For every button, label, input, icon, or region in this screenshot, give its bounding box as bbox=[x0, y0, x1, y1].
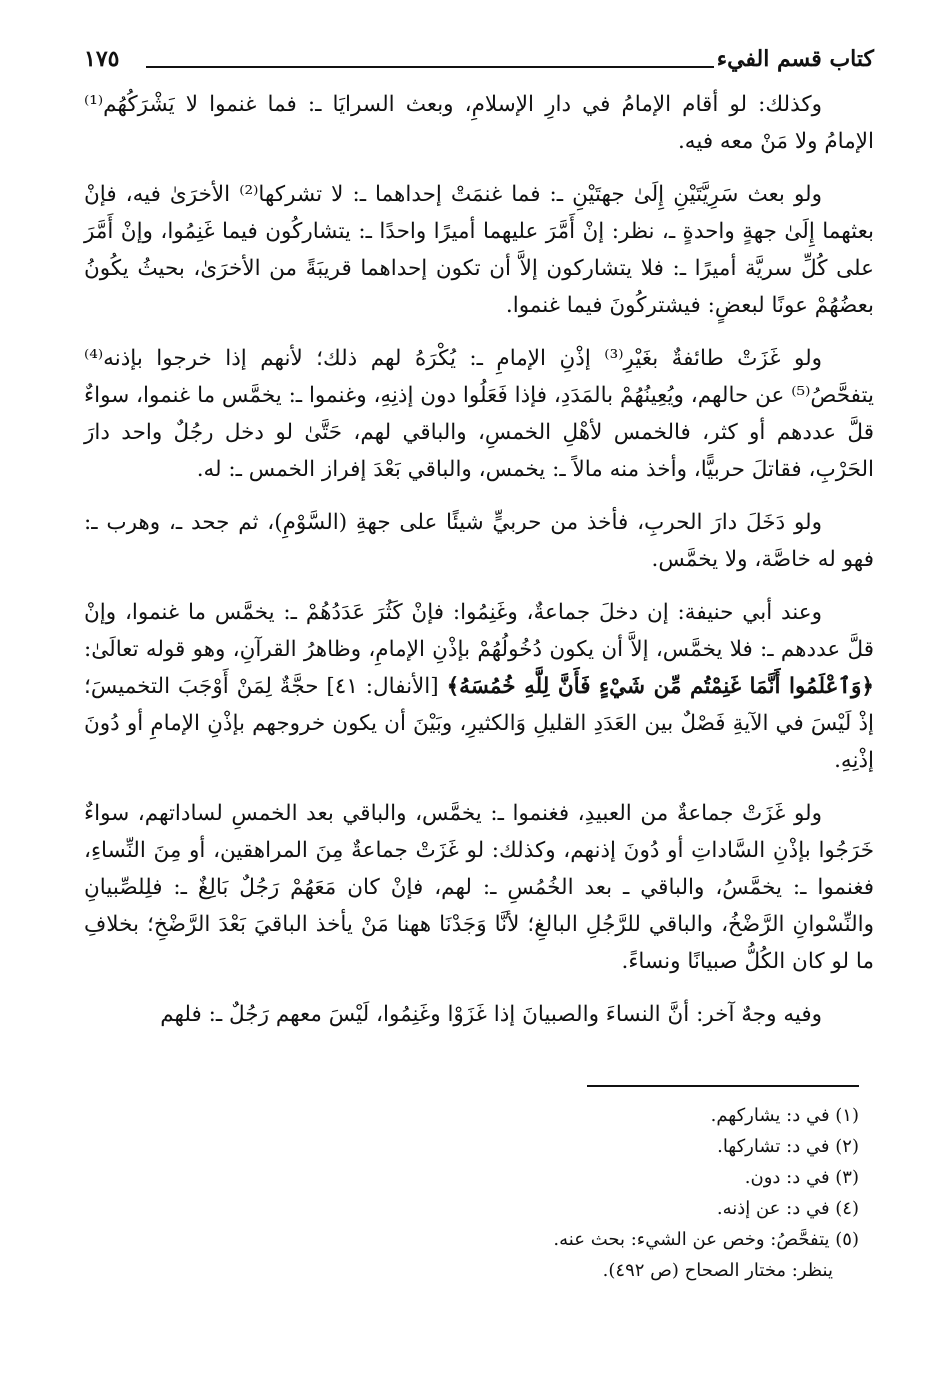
paragraph: ولو غَزَتْ جماعةٌ من العبيدِ، فغنموا ـ: يخمَّس، والباقي بعد الخمسِ لساداتهم، سواءٌ خَرَجُوا بإذْنِ السَّاداتِ أو دُونَ إذنهم، وكذلك: لو غَزَتْ جماعةٌ مِنَ المراهقين، أو مِنَ النِّساءِ، فغنموا ـ: يخمَّسُ، والباقي ـ بعد الخُمُسِ ـ: لهم، فإنْ كان مَعَهُمْ رَجُلٌ بَالِغٌ ـ: فلِلصِّبيانِ والنِّسْوانِ الرَّضْخُ، والباقي للرَّجُلِ البالغِ؛ لأنَّا وَجَدْنَا ههنا مَنْ يأخذ الباقيَ بَعْدَ الرَّضْخِ؛ بخلافِ ما لو كان الكُلُّ صبيانًا ونساءً. bbox=[84, 801, 874, 974]
footnote-divider bbox=[587, 1085, 859, 1087]
chapter-title: كتاب قسم الفيء bbox=[716, 46, 874, 72]
paragraph: وفيه وجهٌ آخر: أنَّ النساءَ والصبيانَ إذا غَزَوْا وغَنِمُوا، لَيْسَ معهم رَجُلٌ ـ: فلهم bbox=[160, 1002, 822, 1027]
paragraph-text: وعند أبي حنيفة: إن دخلَ جماعةٌ، وغَنِمُوا: فإنْ كَثُرَ عَدَدُهُمْ ـ: يخمَّس ما غنموا، وإنْ قلَّ عددهم ـ: فلا يخمَّس، إلاَّ أن يكون دُخُولُهُمْ بإذْنِ الإمامِ، وظاهرُ القرآنِ، وهو قوله تعالَىٰ: bbox=[84, 600, 874, 662]
footnotes bbox=[379, 1100, 859, 1286]
header-rule bbox=[146, 66, 714, 68]
main-text bbox=[84, 86, 874, 1049]
paragraph: ولو بعث سَرِيَّتَيْنِ إِلَىٰ جهتَيْنِ ـ: فما غنمَتْ إحداهما ـ: لا تشركها⁽²⁾ الأخرَىٰ فيه، فإنْ بعثهما إِلَىٰ جهةٍ واحدةٍ ـ، نظر: إنْ أَمَّرَ عليهما أميرًا واحدًا ـ: يتشاركُون فيما غَنِمُوا، وإنْ أَمَّرَ على كُلِّ سريَّة أميرًا ـ: فلا يتشاركون إلاَّ أن تكون إحداهما قريبَةً من الأخرَىٰ، بحيثُ يكُونُ بعضُهُمْ عونًا لبعضٍ: فيشتركُونَ فيما غنموا. bbox=[84, 182, 874, 318]
page-header bbox=[84, 40, 874, 80]
footnote-item: (٥) يتفحَّصُ: وخص عن الشيء: بحث عنه. bbox=[553, 1229, 859, 1250]
paragraph: وكذلك: لو أقام الإمامُ في دارِ الإسلامِ، وبعث السرايَا ـ: فما غنموا لا يَشْرَكُهُم⁽¹⁾ الإمامُ ولا مَنْ معه فيه. bbox=[84, 92, 874, 154]
footnote-item: (٢) في د: تشاركها. bbox=[717, 1136, 859, 1157]
footnote-item: (٤) في د: عن إذنه. bbox=[716, 1198, 859, 1219]
footnote-reference: ينظر: مختار الصحاح (ص ٤٩٢). bbox=[602, 1260, 833, 1281]
verse-reference: [الأنفال: ٤١] حجَّةٌ لِمَنْ أَوْجَبَ التخميسَ؛ إذْ لَيْسَ في الآيةِ فَصْلٌ بين العَدَدِ القليلِ وَالكثيرِ، وبَيْنَ أن يكون خروجهم بإذْنِ الإمامِ أو دُونَ إذْنِهِ. bbox=[84, 674, 874, 773]
quran-verse: ﴿وَٱعْلَمُوا أَنَّمَا غَنِمْتُم مِّن شَيْءٍ فَأَنَّ لِلَّهِ خُمُسَهُ﴾ bbox=[446, 674, 875, 699]
footnote-item: (١) في د: يشاركهم. bbox=[710, 1105, 859, 1126]
paragraph: ولو دَخَلَ دارَ الحربِ، فأخذ من حربيٍّ شيئًا على جهةِ (السَّوْمِ)، ثم جحد ـ، وهرب ـ: فهو له خاصَّة، ولا يخمَّس. bbox=[84, 510, 874, 572]
page-number: ١٧٥ bbox=[84, 46, 120, 72]
footnote-item: (٣) في د: دون. bbox=[744, 1167, 859, 1188]
paragraph: ولو غَزَتْ طائفةٌ بغَيْرِ⁽³⁾ إذْنِ الإمامِ ـ: يُكْرَهُ لهم ذلك؛ لأنهم إذا خرجوا بإذنه⁽⁴⁾ يتفحَّصُ⁽⁵⁾ عن حالهم، ويُعِينُهُمْ بالمَدَدِ، فإذا فَعَلُوا دون إذنِهِ، وغنموا ـ: يخمَّس ما غنموا، سواءٌ قلَّ عددهم أو كثر، فالخمس لأهْلِ الخمسِ، والباقي لهم، حَتَّىٰ لو دخل رجُلٌ واحد دارَ الحَرْبِ، فقاتلَ حربيًّا، وأخذ منه مالاً ـ: يخمس، والباقي بَعْدَ إفراز الخمس ـ: له. bbox=[84, 346, 874, 482]
paragraph bbox=[84, 594, 874, 779]
